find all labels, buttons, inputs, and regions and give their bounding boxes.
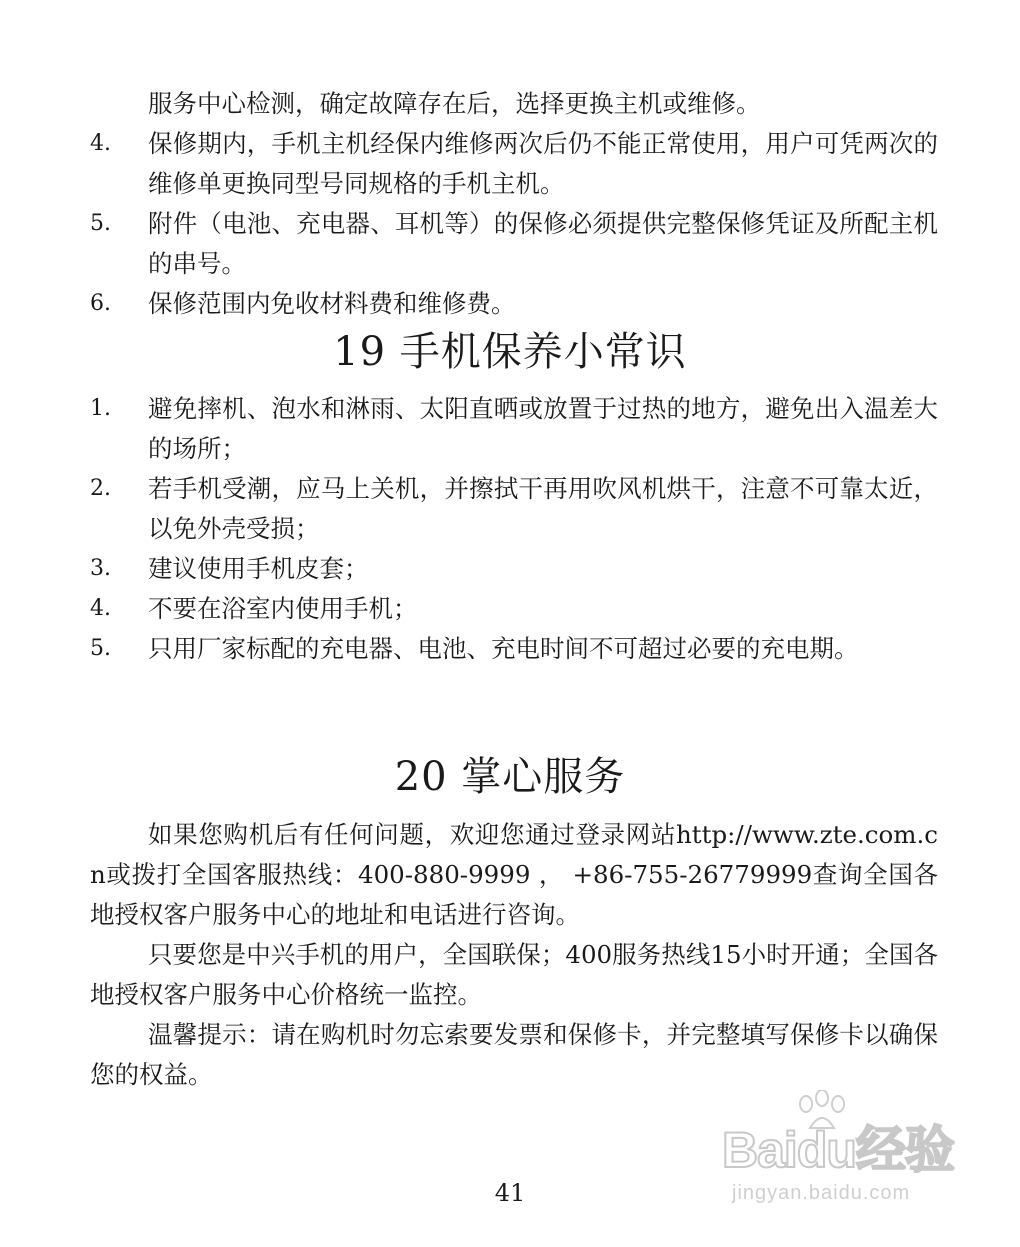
watermark-logo-part3: 经验	[855, 1122, 954, 1178]
list-item-text: 附件（电池、充电器、耳机等）的保修必须提供完整保修凭证及所配主机的串号。	[148, 209, 938, 278]
list-item-number: 1.	[90, 396, 111, 421]
page-number: 41	[494, 1179, 526, 1207]
list-item-text: 保修期内，手机主机经保内维修两次后仍不能正常使用，用户可凭两次的维修单更换同型号同规格的手机主机。	[148, 129, 938, 198]
list-item-number: 6.	[90, 291, 111, 316]
section20-paragraph-tip: 温馨提示：请在购机时勿忘索要发票和保修卡，并完整填写保修卡以确保您的权益。	[90, 1020, 938, 1089]
list-item	[90, 589, 940, 629]
list-item	[90, 629, 940, 669]
list-item-text: 保修范围内免收材料费和维修费。	[148, 289, 516, 318]
watermark-url: jingyan.baidu.com	[732, 1182, 911, 1204]
section19-heading: 19 手机保养小常识	[333, 329, 687, 375]
watermark-logo	[722, 1122, 972, 1178]
watermark-logo-part1: Bai	[722, 1122, 797, 1178]
list-item-number: 2.	[90, 476, 111, 501]
section18-continuation-text: 服务中心检测，确定故障存在后，选择更换主机或维修。	[148, 89, 761, 118]
list-item-text: 建议使用手机皮套；	[148, 554, 369, 583]
baidu-jingyan-watermark	[722, 1090, 972, 1210]
section20-paragraph-contact: 如果您购机后有任何问题，欢迎您通过登录网站http://www.zte.com.cn或拨打全国客服热线：400-880-9999 ， +86-755-26779999查询全国各地授权客户服务中心的地址和电话进行咨询。	[90, 820, 938, 929]
section20-heading: 20 掌心服务	[394, 754, 626, 800]
list-item-number: 3.	[90, 556, 111, 581]
list-item-text: 避免摔机、泡水和淋雨、太阳直晒或放置于过热的地方，避免出入温差大的场所；	[148, 394, 938, 463]
list-item-number: 4.	[90, 131, 111, 156]
list-item	[90, 204, 940, 284]
list-item-text: 不要在浴室内使用手机；	[148, 594, 418, 623]
list-item	[90, 549, 940, 589]
section20-paragraph-warranty: 只要您是中兴手机的用户，全国联保；400服务热线15小时开通；全国各地授权客户服务中心价格统一监控。	[90, 940, 938, 1009]
list-item	[90, 469, 940, 549]
list-item	[90, 284, 940, 324]
watermark-logo-part2: du	[796, 1122, 856, 1178]
list-item-number: 5.	[90, 211, 111, 236]
list-item-number: 4.	[90, 596, 111, 621]
list-item-text: 只用厂家标配的充电器、电池、充电时间不可超过必要的充电期。	[148, 634, 859, 663]
list-item	[90, 124, 940, 204]
list-item-number: 5.	[90, 636, 111, 661]
list-item-text: 若手机受潮，应马上关机，并擦拭干再用吹风机烘干，注意不可靠太近，以免外壳受损；	[148, 474, 938, 543]
list-item	[90, 389, 940, 469]
